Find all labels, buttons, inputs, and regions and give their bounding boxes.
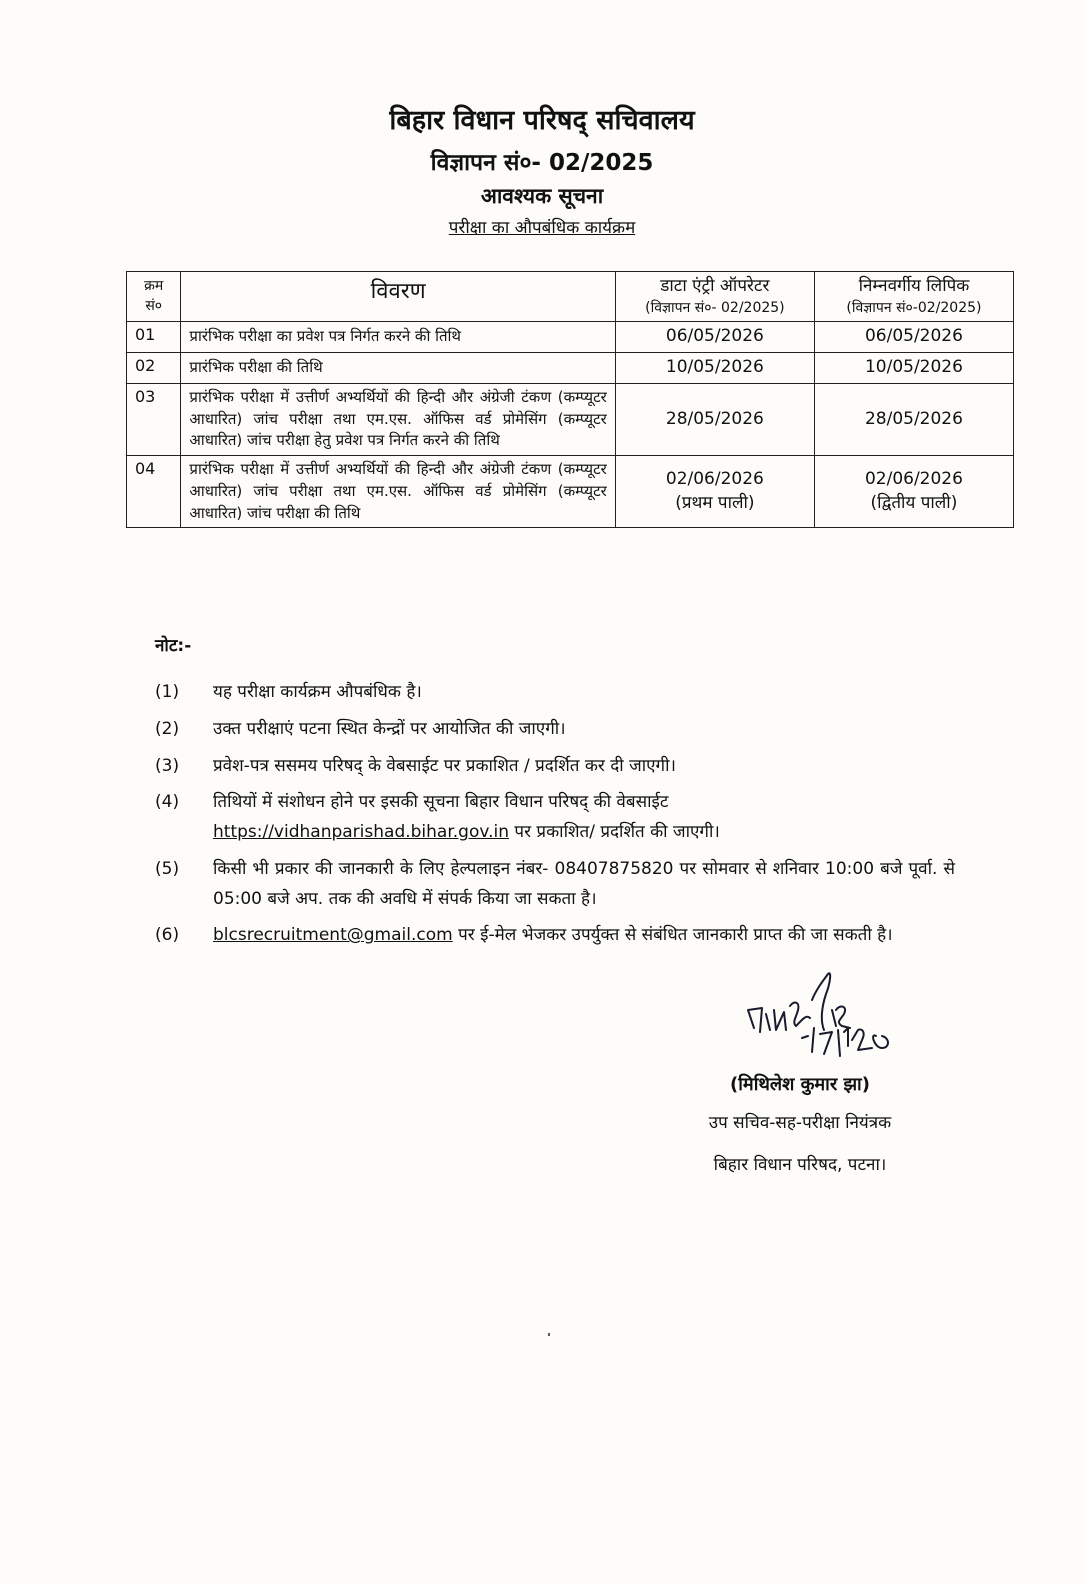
header-post1 [615,272,814,322]
subject-text: परीक्षा का औपबंधिक कार्यक्रम [448,218,636,238]
note-item [155,788,955,848]
email-link[interactable]: blcsrecruitment@gmail.com [213,925,453,946]
note-text-part: पर प्रकाशित/ प्रदर्शित की जाएगी। [509,822,720,842]
note-item [155,855,955,915]
notes-heading: नोट:- [155,636,192,656]
signature-image [740,970,940,1060]
advt-number: विज्ञापन सं०- 02/2025 [430,150,654,176]
note-text: यह परीक्षा कार्यक्रम औपबंधिक है। [213,682,422,702]
note-item [155,752,955,782]
row-post1-date: 28/05/2026 [615,383,814,455]
note-text: प्रवेश-पत्र ससमय परिषद् के वेबसाईट पर प्रकाशित / प्रदर्शित कर दी जाएगी। [213,755,676,776]
org-title: बिहार विधान परिषद् सचिवालय [389,105,695,136]
row-sno: 03 [127,383,181,455]
note-text [213,921,955,951]
row-sno: 02 [127,353,181,384]
header-post2 [814,272,1013,322]
note-number: (4) [155,792,180,813]
note-item [155,921,955,951]
note-number: (2) [155,718,180,739]
table-row [127,456,1014,528]
row-sno: 04 [127,456,181,528]
paper-speck [548,1333,550,1336]
table-row [127,322,1014,353]
row-desc: प्रारंभिक परीक्षा की तिथि [181,353,615,384]
note-number: (5) [155,858,180,879]
note-text [213,788,955,848]
note-text: किसी भी प्रकार की जानकारी के लिए हेल्पलाइन नंबर- 08407875820 पर सोमवार से शनिवार 10:00 बजे पूर्वा. से 05:00 बजे अप. तक की अवधि में संपर्क किया जा सकता है। [213,858,955,909]
row-desc: प्रारंभिक परीक्षा में उत्तीर्ण अभ्यर्थियों की हिन्दी और अंग्रेजी टंकण (कम्प्यूटर आधारित) जांच परीक्षा तथा एम.एस. ऑफिस वर्ड प्रोमेसिंग (कम्प्यूटर आधारित) जांच परीक्षा की तिथि [181,456,615,528]
row-post1-date: 10/05/2026 [615,353,814,384]
note-number: (3) [155,755,180,776]
row-post2-date: 10/05/2026 [814,353,1013,384]
note-text: उक्त परीक्षाएं पटना स्थित केन्द्रों पर आयोजित की जाएगी। [213,718,566,739]
post2-title: निम्नवर्गीय लिपिक [858,276,970,296]
table-row [127,383,1014,455]
post1-advt: (विज्ञापन सं०- 02/2025) [645,299,785,316]
signatory-org: बिहार विधान परिषद, पटना। [713,1155,887,1175]
header-sno: क्रम सं० [127,272,181,322]
notes-list [155,678,955,958]
schedule-table [126,271,1014,528]
row-post2-shift: (द्वितीय पाली) [870,492,958,513]
note-text-part: पर ई-मेल भेजकर उपर्युक्त से संबंधित जानकारी प्राप्त की जा सकती है। [452,925,893,946]
signatory-designation: उप सचिव-सह-परीक्षा नियंत्रक [708,1113,892,1133]
table-row [127,353,1014,384]
row-post1-date: 02/06/2026 [665,469,764,490]
table-header-row [127,272,1014,322]
subject-heading [0,215,1084,238]
website-link[interactable]: https://vidhanparishad.bihar.gov.in [213,822,510,842]
post2-advt: (विज्ञापन सं०-02/2025) [846,299,982,316]
row-post2-date: 02/06/2026 [864,469,963,490]
row-post1-cell [615,456,814,528]
row-post1-date: 06/05/2026 [615,322,814,353]
note-item [155,678,955,708]
note-number: (1) [155,682,180,702]
notice-heading: आवश्यक सूचना [480,184,604,208]
note-item [155,715,955,745]
row-desc: प्रारंभिक परीक्षा में उत्तीर्ण अभ्यर्थियों की हिन्दी और अंग्रेजी टंकण (कम्प्यूटर आधारित) जांच परीक्षा तथा एम.एस. ऑफिस वर्ड प्रोमेसिंग (कम्प्यूटर आधारित) जांच परीक्षा हेतु प्रवेश पत्र निर्गत करने की तिथि [181,383,615,455]
row-post2-date: 06/05/2026 [814,322,1013,353]
note-number: (6) [155,925,180,946]
row-desc: प्रारंभिक परीक्षा का प्रवेश पत्र निर्गत करने की तिथि [181,322,615,353]
row-post2-date: 28/05/2026 [814,383,1013,455]
signatory-name: (मिथिलेश कुमार झा) [730,1074,870,1095]
post1-title: डाटा एंट्री ऑपरेटर [660,276,770,296]
header-desc: विवरण [181,272,615,322]
note-text-part: तिथियों में संशोधन होने पर इसकी सूचना बिहार विधान परिषद् की वेबसाईट [213,792,669,813]
row-sno: 01 [127,322,181,353]
row-post2-cell [814,456,1013,528]
row-post1-shift: (प्रथम पाली) [675,492,755,513]
